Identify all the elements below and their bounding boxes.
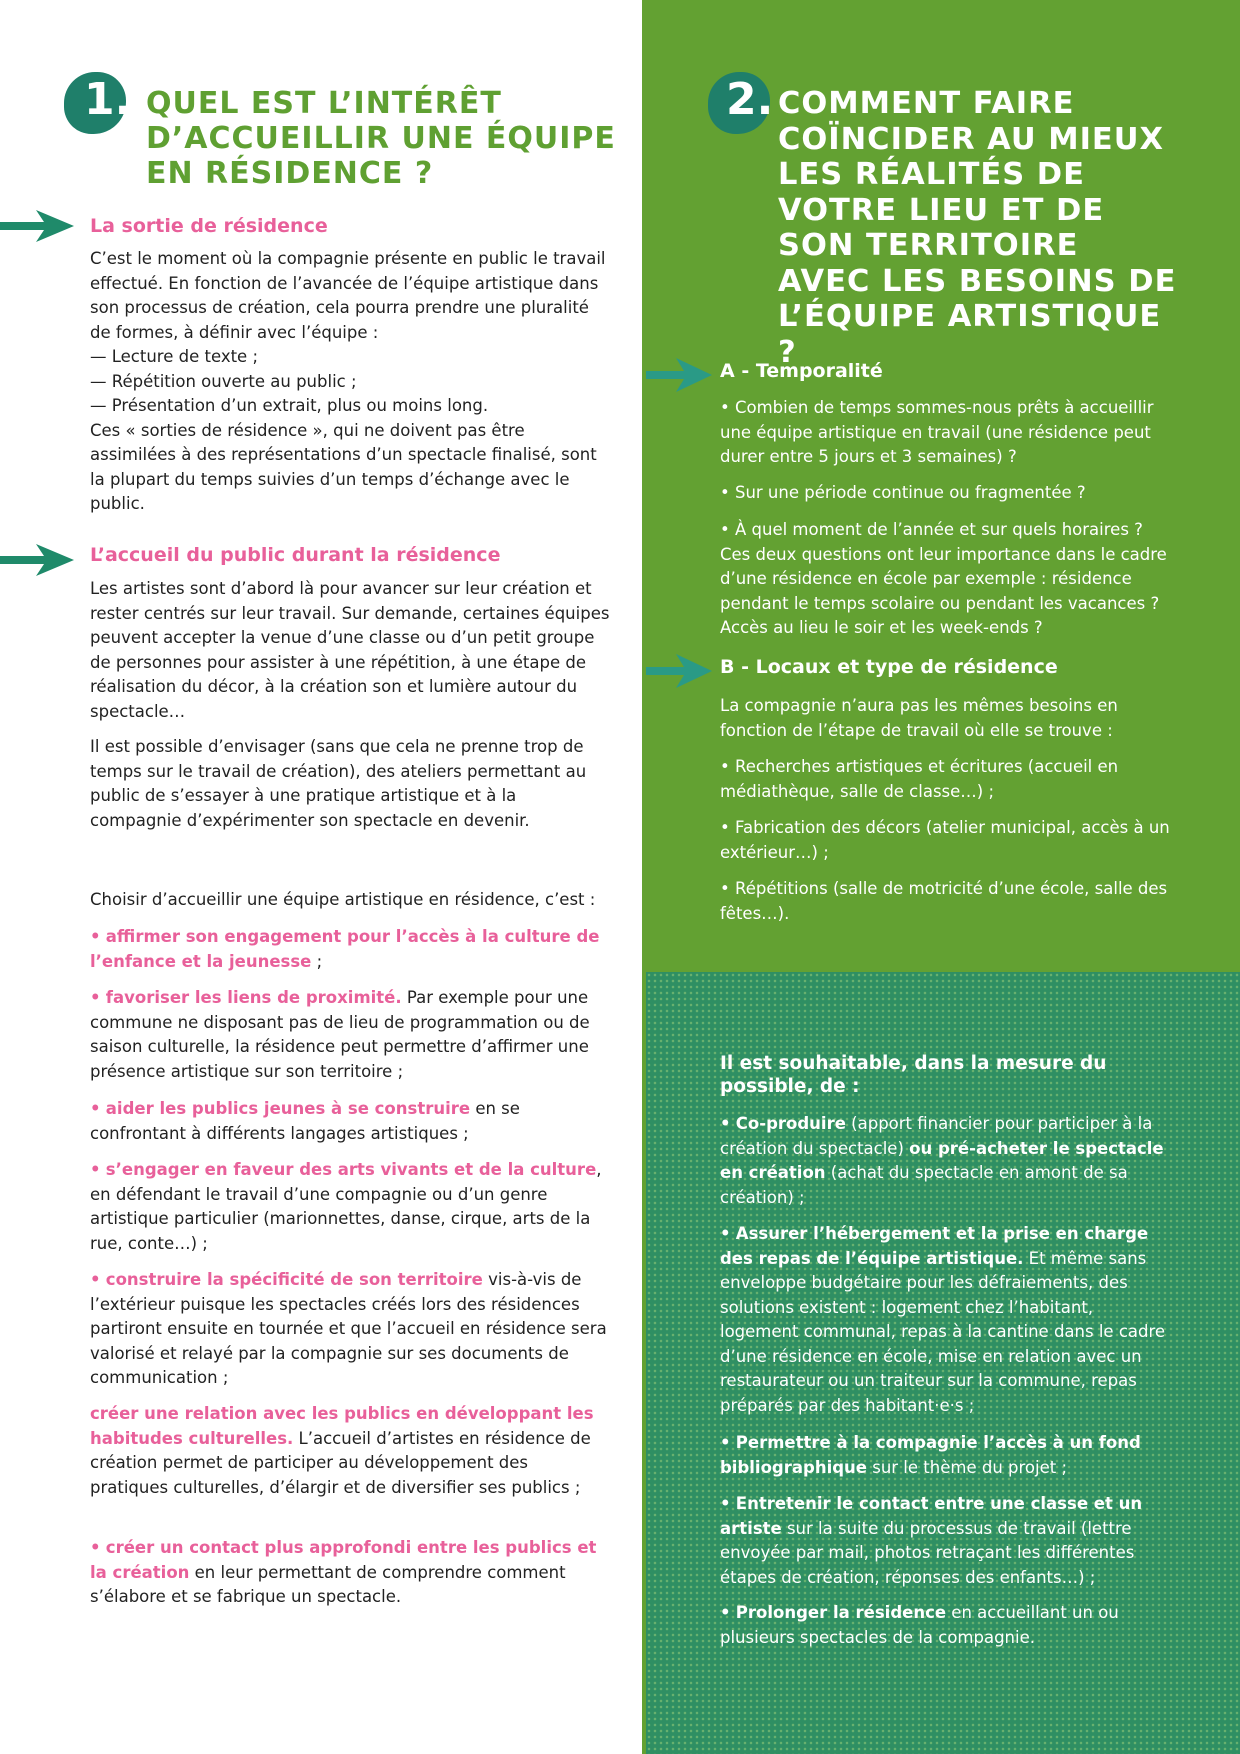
section-title: QUEL EST L’INTÉRÊT D’ACCUEILLIR UNE ÉQUIPE EN RÉSIDENCE ? [146,86,616,191]
bullet: • [90,1538,101,1557]
item-bold: aider les publics jeunes à se construire [105,1099,471,1118]
souhaitable-item [720,1431,1170,1480]
bullet: • [90,1099,101,1118]
item-bold: favoriser les liens de proximité. [105,988,402,1007]
item-text: Par exemple pour une commune ne disposant pas de lieu de programmation ou de saison culturelle, la résidence peut permettre d’affirmer une présence artistique sur son territoire ; [90,988,590,1081]
locaux-intro: La compagnie n’aura pas les mêmes besoins en fonction de l’étape de travail où elle se trouve : [720,696,1118,740]
bullet: • [90,1160,101,1179]
item-bold: s’engager en faveur des arts vivants et de la culture [105,1160,597,1179]
item-text: en leur permettant de comprendre comment s’élabore et se fabrique un spectacle. [90,1562,566,1606]
section-number: 2. [726,74,774,125]
subheading-sortie: La sortie de résidence [90,215,328,237]
item-bold: construire la spécificité de son territoire [105,1270,483,1289]
souhaitable-item [720,1222,1170,1418]
bullet: • [90,988,101,1007]
bullet: • [720,1603,731,1622]
sortie-item: — Présentation d’un extrait, plus ou moins long. [90,396,489,415]
sortie-item: — Lecture de texte ; [90,347,259,366]
item-bold: affirmer son engagement pour l’accès à la culture de l’enfance et la jeunesse [90,927,600,971]
item-bold: Co-produire [735,1114,846,1133]
sortie-outro: Ces « sorties de résidence », qui ne doivent pas être assimilées à des représentations d’un spectacle finalisé, sont la plupart du temps suivies d’un temps d’échange avec le public. [90,420,597,513]
choisir-item [90,1268,610,1391]
souhaitable-item [720,1112,1170,1210]
sortie-body [90,247,610,517]
arrow-icon [646,352,714,398]
locaux-item: • Recherches artistiques et écritures (accueil en médiathèque, salle de classe…) ; [720,757,1119,801]
bullet: • [720,1494,731,1513]
item-text: sur le thème du projet ; [866,1457,1068,1477]
item-bold: Entretenir le contact entre une classe et un artiste [720,1494,1143,1538]
item-bold: Prolonger la résidence [735,1603,947,1622]
choisir-intro: Choisir d’accueillir une équipe artistique en résidence, c’est : [90,890,596,909]
temporalite-item: • Combien de temps sommes-nous prêts à accueillir une équipe artistique en travail (une résidence peut durer entre 5 jours et 3 semaines) ? [720,398,1154,466]
item-text: ; [311,951,323,971]
arrow-icon [0,540,76,580]
item-text: L’accueil d’artistes en résidence de création permet de participer au développement des pratiques culturelles, d’élargir et de diversifier ses publics ; [90,1428,591,1497]
sortie-item: — Répétition ouverte au public ; [90,371,357,391]
souhaitable-item [720,1492,1170,1590]
subheading-temporalite: A - Temporalité [720,360,883,382]
bullet: • [90,1270,101,1289]
accueil-p1: Les artistes sont d’abord là pour avancer sur leur création et rester centrés sur leur travail. Sur demande, certaines équipes peuvent accepter la venue d’une classe ou d’un petit groupe de personnes pour assister à une répétition, à une étape de réalisation du décor, à la création son et lumière autour du spectacle… [90,579,610,721]
item-text: en accueillant un ou plusieurs spectacles de la compagnie. [720,1603,1119,1647]
souhaitable-item [720,1601,1170,1650]
souhaitable-heading: Il est souhaitable, dans la mesure du possible, de : [720,1053,1107,1097]
item-text: (achat du spectacle en amont de sa création) ; [720,1163,1128,1207]
bullet: • [720,1224,731,1243]
locaux-item: • Répétitions (salle de motricité d’une école, salle des fêtes…). [720,879,1168,923]
item-bold: Assurer l’hébergement et la prise en charge des repas de l’équipe artistique. [720,1224,1149,1268]
item-bold: créer une relation avec les publics en développant les habitudes culturelles. [90,1404,594,1448]
arrow-icon [646,648,714,694]
temporalite-item: • Sur une période continue ou fragmentée ? [720,483,1086,502]
accueil-p2: Il est possible d’envisager (sans que cela ne prenne trop de temps sur le travail de création), des ateliers permettant au public de s’essayer à une pratique artistique et à la compagnie d’expérimenter son spectacle en devenir. [90,737,587,830]
section-title: COMMENT FAIRE COÏNCIDER AU MIEUX LES RÉALITÉS DE VOTRE LIEU ET DE SON TERRITOIRE AVEC LES BESOINS DE L’ÉQUIPE ARTISTIQUE ? [778,86,1177,370]
item-bold: Permettre à la compagnie l’accès à un fond bibliographique [720,1433,1141,1477]
item-text: (apport financier pour participer à la création du spectacle) [720,1114,1153,1158]
temporalite-item: • À quel moment de l’année et sur quels horaires ? Ces deux questions ont leur importance dans le cadre d’une résidence en école par exemple : résidence pendant le temps scolaire ou pendant les vacances ? Accès au lieu le soir et les week-ends ? [720,520,1167,637]
bullet: • [720,1114,731,1133]
arrow-icon [0,206,76,246]
choisir-item [90,1536,610,1610]
choisir-item [90,925,610,974]
section-number: 1. [84,74,132,125]
item-bold: ou pré-acheter le spectacle en création [720,1138,1164,1182]
choisir-item [90,1158,610,1256]
item-text: Et même sans enveloppe budgétaire pour les défraiements, des solutions existent : logement chez l’habitant, logement communal, repas à la cantine dans le cadre d’une résidence en école, mise en relation avec un restaurateur ou un traiteur sur la commune, repas préparés par des habitant·e·s ; [720,1248,1166,1415]
choisir-item [90,1402,610,1500]
bullet: • [90,927,101,946]
subheading-locaux: B - Locaux et type de résidence [720,656,1058,678]
item-text: vis-à-vis de l’extérieur puisque les spectacles créés lors des résidences partiront ensuite en tournée et que l’accueil en résidence sera valorisé et relayé par la compagnie sur ses documents de communication ; [90,1270,607,1387]
locaux-item: • Fabrication des décors (atelier municipal, accès à un extérieur…) ; [720,818,1170,862]
item-bold: créer un contact plus approfondi entre les publics et la création [90,1538,597,1582]
item-text: , en défendant le travail d’une compagnie ou d’un genre artistique particulier (marionnettes, danse, cirque, arts de la rue, conte…) ; [90,1160,602,1253]
item-text: sur la suite du processus de travail (lettre envoyée par mail, photos retraçant les différentes étapes de création, réponses des enfants…) ; [720,1518,1135,1587]
sortie-intro: C’est le moment où la compagnie présente en public le travail effectué. En fonction de l’avancée de l’équipe artistique dans son processus de création, cela pourra prendre une pluralité de formes, à définir avec l’équipe : [90,249,606,342]
choisir-item [90,986,610,1084]
item-text: en se confrontant à différents langages artistiques ; [90,1099,520,1143]
subheading-accueil: L’accueil du public durant la résidence [90,544,501,566]
bullet: • [720,1433,731,1452]
choisir-item [90,1097,610,1146]
